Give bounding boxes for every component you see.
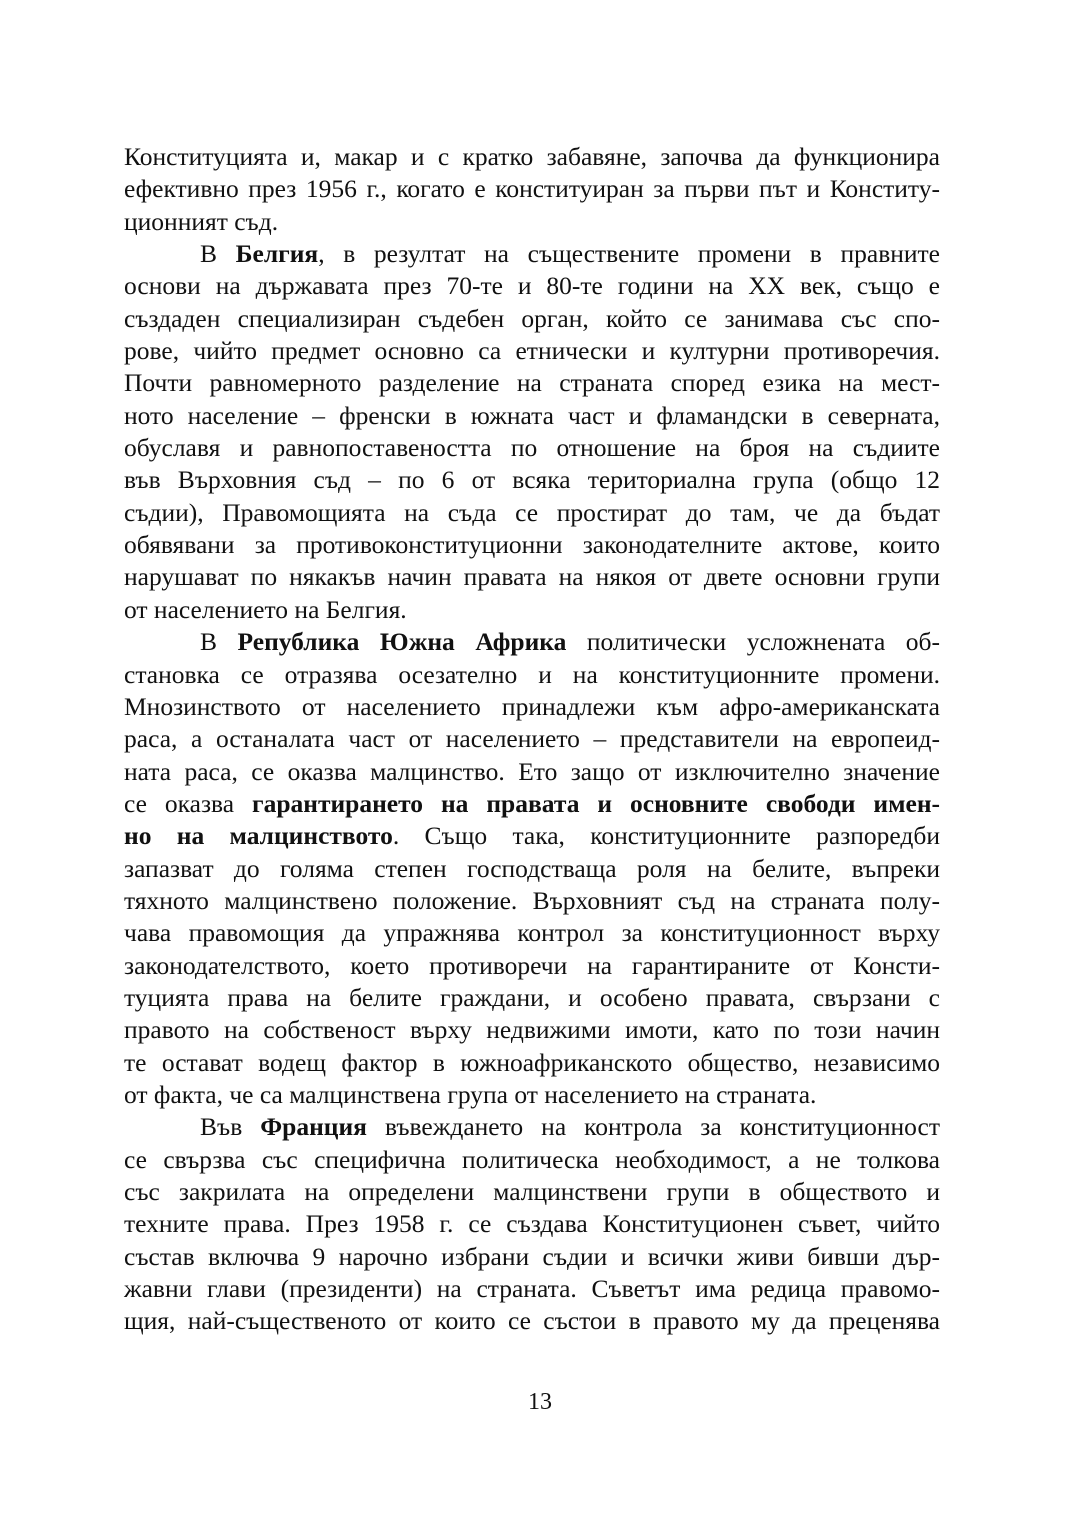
p3-line-3: Мнозинството от населението принадлежи към афро-американската bbox=[124, 691, 940, 721]
p3-line-14: те остават водещ фактор в южноафриканското общество, независимо bbox=[124, 1047, 940, 1077]
p3-line-10: чава правомощия да упражнява контрол за конституционност върху bbox=[124, 918, 940, 948]
country-france: Франция bbox=[260, 1112, 367, 1142]
p2-line-3: създаден специализиран съдебен орган, който се занимава със спо- bbox=[124, 303, 940, 333]
p3-line-7: но на малцинството. Също така, конституционните разпоредби bbox=[124, 821, 940, 851]
p2-line-12: от населението на Белгия. bbox=[124, 594, 407, 624]
p4-line-1: Във Франция въвеждането на контрола за конституционност bbox=[200, 1112, 940, 1142]
p3-line-9: тяхното малцинствено положение. Върховният съд на страната полу- bbox=[124, 885, 940, 915]
country-belgium: Белгия bbox=[235, 239, 319, 269]
p2-line-7: обуславя и равнопоставеността по отношение на броя на съдиите bbox=[124, 433, 940, 463]
p4-line-4: техните права. През 1958 г. се създава Конституционен съвет, чийто bbox=[124, 1209, 940, 1239]
page-number: 13 bbox=[528, 1389, 552, 1415]
p2-line-11: нарушават по някакъв начин правата на някоя от двете основни групи bbox=[124, 562, 940, 592]
emphasis-minority-rights-cont: но на малцинството bbox=[124, 821, 393, 851]
body-text bbox=[124, 141, 940, 1338]
p3-line-11: законодателството, което противоречи на гарантираните от Консти- bbox=[124, 950, 940, 980]
p2-line-10: обявявани за противоконституционни законодателните актове, които bbox=[124, 530, 940, 560]
country-south-africa: Република Южна Африка bbox=[237, 627, 567, 657]
p2-line-5: Почти равномерното разделение на страната според езика на мест- bbox=[124, 368, 940, 398]
p2-line-9: съдии), Правомощията на съда се простират до там, че да бъдат bbox=[124, 497, 940, 527]
p1-line-2: ефективно през 1956 г., когато е конституиран за първи път и Конститу- bbox=[124, 174, 940, 204]
p3-line-8: запазват до голяма степен господстваща роля на белите, въпреки bbox=[124, 853, 940, 883]
p4-line-6: жавни глави (президенти) на страната. Съветът има редица правомо- bbox=[124, 1274, 940, 1304]
p4-line-2: се свързва със специфична политическа необходимост, а не толкова bbox=[124, 1144, 940, 1174]
p3-line-13: правото на собственост върху недвижими имоти, като по този начин bbox=[124, 1015, 940, 1045]
p3-line-4: раса, а останалата част от населението – представители на европеид- bbox=[124, 724, 940, 754]
p3-line-1: В Република Южна Африка политически усложнената об- bbox=[200, 627, 940, 657]
p1-line-1: Конституцията и, макар и с кратко забавяне, започва да функционира bbox=[124, 142, 940, 171]
emphasis-minority-rights: гарантирането на правата и основните свободи имен- bbox=[252, 788, 940, 818]
p4-line-5: състав включва 9 нарочно избрани съдии и всички живи бивши дър- bbox=[124, 1241, 940, 1271]
p1-line-3: ционният съд. bbox=[124, 206, 279, 236]
p3-line-5: ната раса, се оказва малцинство. Ето защо от изключително значение bbox=[124, 756, 940, 786]
p4-line-7: щия, най-същественото от които се състои в правото му да преценява bbox=[124, 1306, 940, 1336]
p3-line-2: становка се отразява осезателно и на конституционните промени. bbox=[124, 659, 940, 689]
p2-line-4: рове, чийто предмет основно са етнически и културни противоречия. bbox=[124, 336, 940, 366]
p2-line-1: В Белгия, в резултат на съществените промени в правните bbox=[200, 239, 940, 269]
p4-line-3: със закрилата на определени малцинствени групи в обществото и bbox=[124, 1177, 940, 1206]
p2-line-2: основи на държавата през 70-те и 80-те години на XX век, също е bbox=[124, 271, 940, 301]
p2-line-8: във Върховния съд – по 6 от всяка териториална група (общо 12 bbox=[124, 465, 940, 495]
p3-line-6: се оказва гарантирането на правата и основните свободи имен- bbox=[124, 788, 940, 818]
p2-line-6: ното население – френски в южната част и фламандски в северната, bbox=[124, 400, 940, 430]
p3-line-12: туцията права на белите граждани, и особено правата, свързани с bbox=[124, 982, 940, 1012]
p3-line-15: от факта, че са малцинствена група от населението на страната. bbox=[124, 1079, 817, 1109]
